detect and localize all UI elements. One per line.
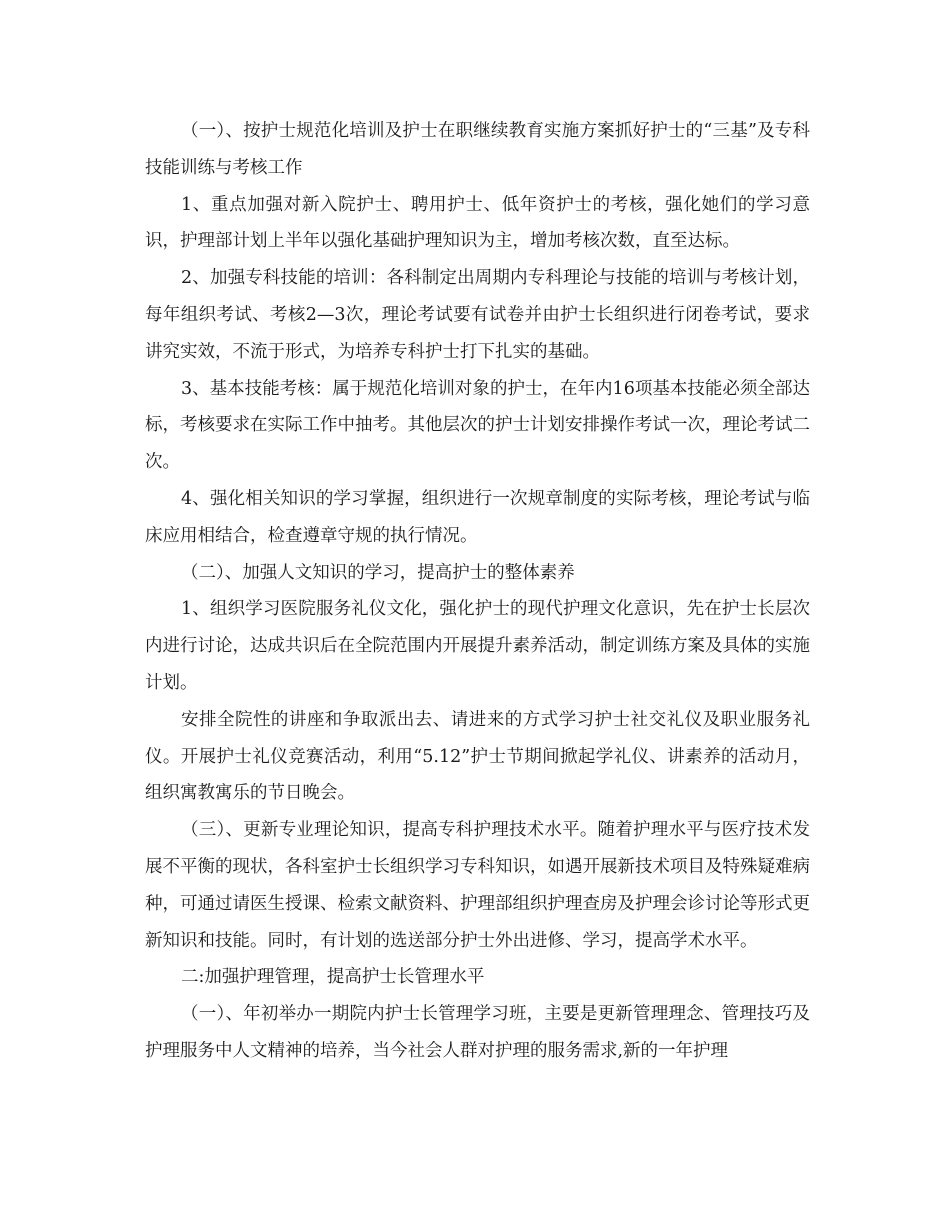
paragraph-professional-knowledge: （三）、更新专业理论知识，提高专科护理技术水平。随着护理水平与医疗技术发展不平衡的现状，各科室护士长组织学习专科知识，如遇开展新技术项目及特殊疑难病种，可通过请医生授课、检索文献资料、护理部组织护理查房及护理会诊讨论等形式更新知识和技能。同时，有计划的选送部分护士外出进修、学习，提高学术水平。 (145, 820, 810, 951)
paragraph-training-heading: （一）、按护士规范化培训及护士在职继续教育实施方案抓好护士的“三基”及专科技能训练与考核工作 (145, 121, 810, 178)
document-body (145, 113, 810, 1070)
paragraph-etiquette-activities: 安排全院性的讲座和争取派出去、请进来的方式学习护士社交礼仪及职业服务礼仪。开展护士礼仪竞赛活动，利用“5.12”护士节期间掀起学礼仪、讲素养的活动月，组织寓教寓乐的节日晚会。 (145, 709, 810, 804)
paragraph-humanities-heading: （二）、加强人文知识的学习，提高护士的整体素养 (181, 562, 575, 583)
paragraph-management-item-1: （一）、年初举办一期院内护士长管理学习班，主要是更新管理理念、管理技巧及护理服务中人文精神的培养，当今社会人群对护理的服务需求,新的一年护理 (145, 1004, 810, 1061)
paragraph-etiquette-item-1: 1、组织学习医院服务礼仪文化，强化护士的现代护理文化意识，先在护士长层次内进行讨论，达成共识后在全院范围内开展提升素养活动，制定训练方案及具体的实施计划。 (145, 599, 810, 693)
paragraph-item-2: 2、加强专科技能的培训：各科制定出周期内专科理论与技能的培训与考核计划，每年组织考试、考核2—3次，理论考试要有试卷并由护士长组织进行闭卷考试，要求讲究实效，不流于形式，为培养专科护士打下扎实的基础。 (145, 268, 810, 362)
paragraph-management-heading: 二:加强护理管理，提高护士长管理水平 (181, 967, 485, 988)
paragraph-item-3: 3、基本技能考核：属于规范化培训对象的护士，在年内16项基本技能必须全部达标，考核要求在实际工作中抽考。其他层次的护士计划安排操作考试一次，理论考试二次。 (145, 378, 810, 473)
paragraph-item-1: 1、重点加强对新入院护士、聘用护士、低年资护士的考核，强化她们的学习意识，护理部计划上半年以强化基础护理知识为主，增加考核次数，直至达标。 (145, 194, 810, 252)
paragraph-item-4: 4、强化相关知识的学习掌握，组织进行一次规章制度的实际考核，理论考试与临床应用相结合，检查遵章守规的执行情况。 (145, 488, 810, 546)
